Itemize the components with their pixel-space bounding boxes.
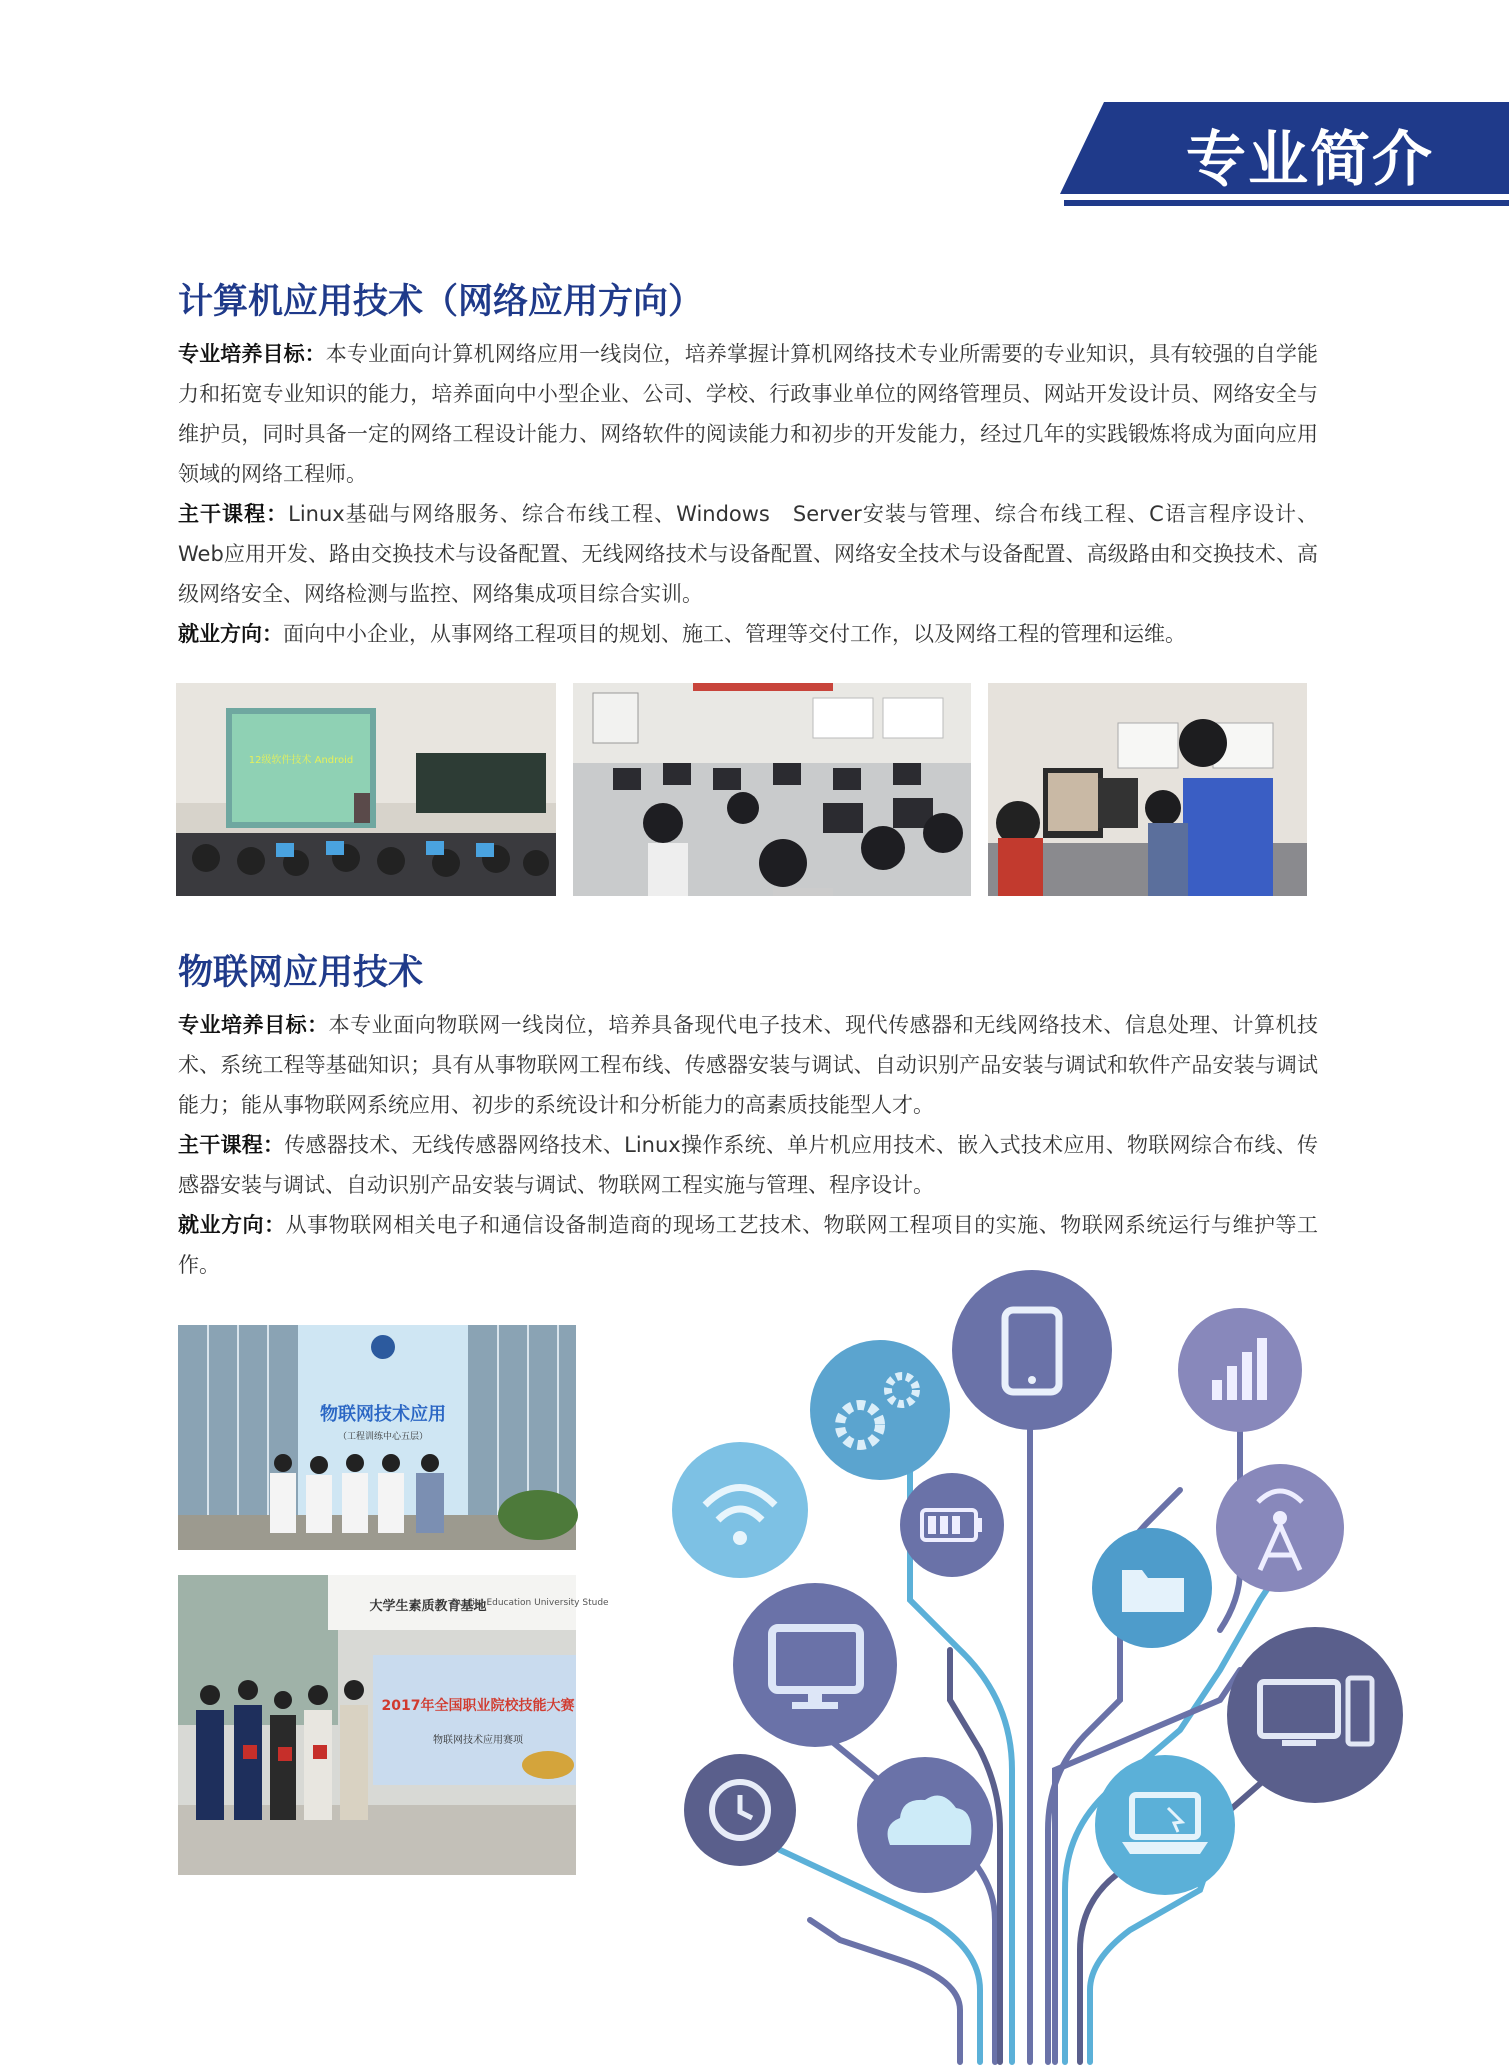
antenna-icon xyxy=(1216,1464,1344,1592)
section-title: 计算机应用技术（网络应用方向） xyxy=(178,282,704,322)
course-label: 主干课程： xyxy=(178,502,289,526)
goal-text: 本专业面向物联网一线岗位，培养具备现代电子技术、现代传感器和无线网络技术、信息处理、计算机技术、系统工程等基础知识；具有从事物联网工程布线、传感器安装与调试、自动识别产品安装与调试和软件产品安装与调试能力；能从事物联网系统应用、初步的系统设计和分析能力的高素质技能型人才。 xyxy=(178,1013,1319,1117)
training-goal xyxy=(178,1005,1318,1125)
course-text: Linux基础与网络服务、综合布线工程、Windows Server安装与管理、综合布线工程、C语言程序设计、Web应用开发、路由交换技术与设备配置、无线网络技术与设备配置、网络安全技术与设备配置、高级路由和交换技术、高级网络安全、网络检测与监控、网络集成项目综合实训。 xyxy=(178,502,1318,606)
photo-event-sub: 物联网技术应用赛项 xyxy=(433,1735,523,1746)
folder-icon xyxy=(1092,1528,1212,1648)
page-title: 专业简介 xyxy=(1186,125,1434,195)
photo-banner-en: Quality Education University Stude xyxy=(451,1598,609,1608)
iot-tree-illustration xyxy=(660,1270,1420,2062)
gears-icon xyxy=(810,1340,950,1480)
photo-computer-lab xyxy=(573,683,971,896)
photo-banner-text: 大学生素质教育基地 xyxy=(369,1599,487,1614)
photo-iot-team-sign xyxy=(178,1325,576,1550)
job-text: 从事物联网相关电子和通信设备制造商的现场工艺技术、物联网工程项目的实施、物联网系统运行与维护等工作。 xyxy=(178,1213,1319,1277)
section-title: 物联网应用技术 xyxy=(178,953,424,993)
sign-title: 物联网技术应用 xyxy=(320,1404,446,1425)
course-label: 主干课程： xyxy=(178,1133,285,1157)
photo-event-text: 2017年全国职业院校技能大赛 xyxy=(381,1698,575,1714)
desktop-icon xyxy=(1227,1627,1403,1803)
main-courses xyxy=(178,494,1318,614)
section-iot xyxy=(178,951,1318,1285)
main-courses xyxy=(178,1125,1318,1205)
training-goal xyxy=(178,334,1318,494)
cloud-icon xyxy=(857,1757,993,1893)
section-network xyxy=(178,280,1318,654)
job-text: 面向中小企业，从事网络工程项目的规划、施工、管理等交付工作，以及网络工程的管理和运维。 xyxy=(283,622,1186,646)
signal-icon xyxy=(1178,1308,1302,1432)
phone-icon xyxy=(952,1270,1112,1430)
goal-label: 专业培养目标： xyxy=(178,1013,329,1037)
photo-classroom-lecture xyxy=(176,683,556,896)
goal-label: 专业培养目标： xyxy=(178,342,326,366)
clock-icon xyxy=(684,1754,796,1866)
monitor-icon xyxy=(733,1583,897,1747)
sign-subtitle: （工程训练中心五层） xyxy=(337,1432,429,1442)
wifi-icon xyxy=(672,1442,808,1578)
job-label: 就业方向： xyxy=(178,1213,286,1237)
job-label: 就业方向： xyxy=(178,622,283,646)
career-direction xyxy=(178,614,1318,654)
goal-text: 本专业面向计算机网络应用一线岗位，培养掌握计算机网络技术专业所需要的专业知识，具有较强的自学能力和拓宽专业知识的能力，培养面向中小型企业、公司、学校、行政事业单位的网络管理员、网站开发设计员、网络安全与维护员，同时具备一定的网络工程设计能力、网络软件的阅读能力和初步的开发能力，经过几年的实践锻炼将成为面向应用领域的网络工程师。 xyxy=(178,342,1319,486)
course-text: 传感器技术、无线传感器网络技术、Linux操作系统、单片机应用技术、嵌入式技术应用、物联网综合布线、传感器安装与调试、自动识别产品安装与调试、物联网工程实施与管理、程序设计。 xyxy=(178,1133,1318,1197)
photo-students-at-computers xyxy=(988,683,1307,896)
photo-skills-competition xyxy=(178,1575,609,1875)
laptop-icon xyxy=(1095,1755,1235,1895)
header-banner xyxy=(1060,102,1509,204)
battery-icon xyxy=(900,1473,1004,1577)
projector-text: 12级软件技术 Android xyxy=(248,755,354,766)
